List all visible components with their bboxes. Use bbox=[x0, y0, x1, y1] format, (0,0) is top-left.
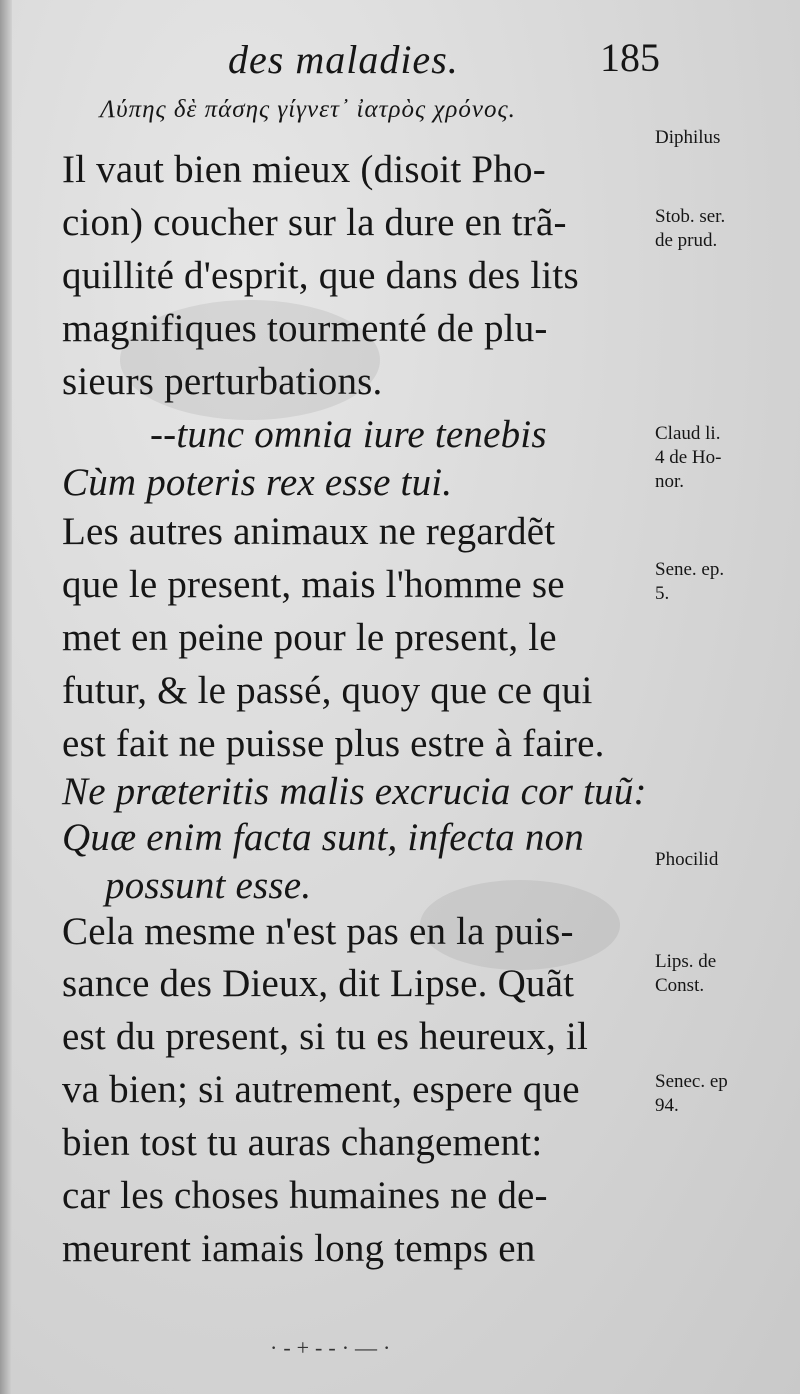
text-line: Cela mesme n'est pas en la puis- bbox=[62, 910, 574, 953]
bottom-ornament: ·-+--·—· bbox=[270, 1335, 397, 1360]
text-line: Les autres animaux ne regardẽt bbox=[62, 510, 556, 553]
text-line: futur, & le passé, quoy que ce qui bbox=[62, 669, 593, 712]
text-line: meurent iamais long temps en bbox=[62, 1227, 536, 1270]
text-line: Cùm poteris rex esse tui. bbox=[62, 461, 453, 504]
margin-note: Sene. ep. 5. bbox=[655, 559, 725, 604]
text-line: cion) coucher sur la dure en trã- bbox=[62, 201, 567, 244]
greek-epigraph: Λύπης δὲ πάσης γίγνετ᾽ ἰατρὸς χρόνος. bbox=[100, 96, 516, 123]
text-line: magnifiques tourmenté de plu- bbox=[62, 307, 548, 350]
text-line: quillité d'esprit, que dans des lits bbox=[62, 254, 579, 297]
text-line: Ne præteritis malis excrucia cor tuũ: bbox=[62, 770, 647, 813]
margin-note: Stob. ser. de prud. bbox=[655, 206, 726, 251]
text-line: est du present, si tu es heureux, il bbox=[62, 1015, 589, 1058]
text-line: Il vaut bien mieux (disoit Pho- bbox=[62, 148, 546, 191]
text-line: sance des Dieux, dit Lipse. Quãt bbox=[62, 962, 575, 1005]
text-line: Quæ enim facta sunt, infecta non bbox=[62, 816, 585, 859]
text-line: met en peine pour le present, le bbox=[62, 616, 557, 659]
text-line: va bien; si autrement, espere que bbox=[62, 1068, 580, 1111]
page-edge bbox=[0, 0, 12, 1394]
margin-note: Claud li. 4 de Ho- nor. bbox=[655, 423, 722, 492]
margin-note: Lips. de Const. bbox=[655, 951, 717, 996]
margin-note: Diphilus bbox=[655, 127, 721, 148]
text-line: sieurs perturbations. bbox=[62, 360, 383, 403]
text-line: est fait ne puisse plus estre à faire. bbox=[62, 722, 605, 765]
running-title: des maladies. bbox=[228, 37, 459, 82]
margin-note: Phocilid bbox=[655, 849, 719, 870]
text-line: que le present, mais l'homme se bbox=[62, 563, 565, 606]
text-line: --tunc omnia iure tenebis bbox=[150, 413, 547, 456]
text-line: possunt esse. bbox=[105, 864, 312, 907]
page-number: 185 bbox=[600, 35, 660, 80]
text-line: bien tost tu auras changement: bbox=[62, 1121, 543, 1164]
margin-note: Senec. ep 94. bbox=[655, 1071, 728, 1116]
text-line: car les choses humaines ne de- bbox=[62, 1174, 548, 1217]
